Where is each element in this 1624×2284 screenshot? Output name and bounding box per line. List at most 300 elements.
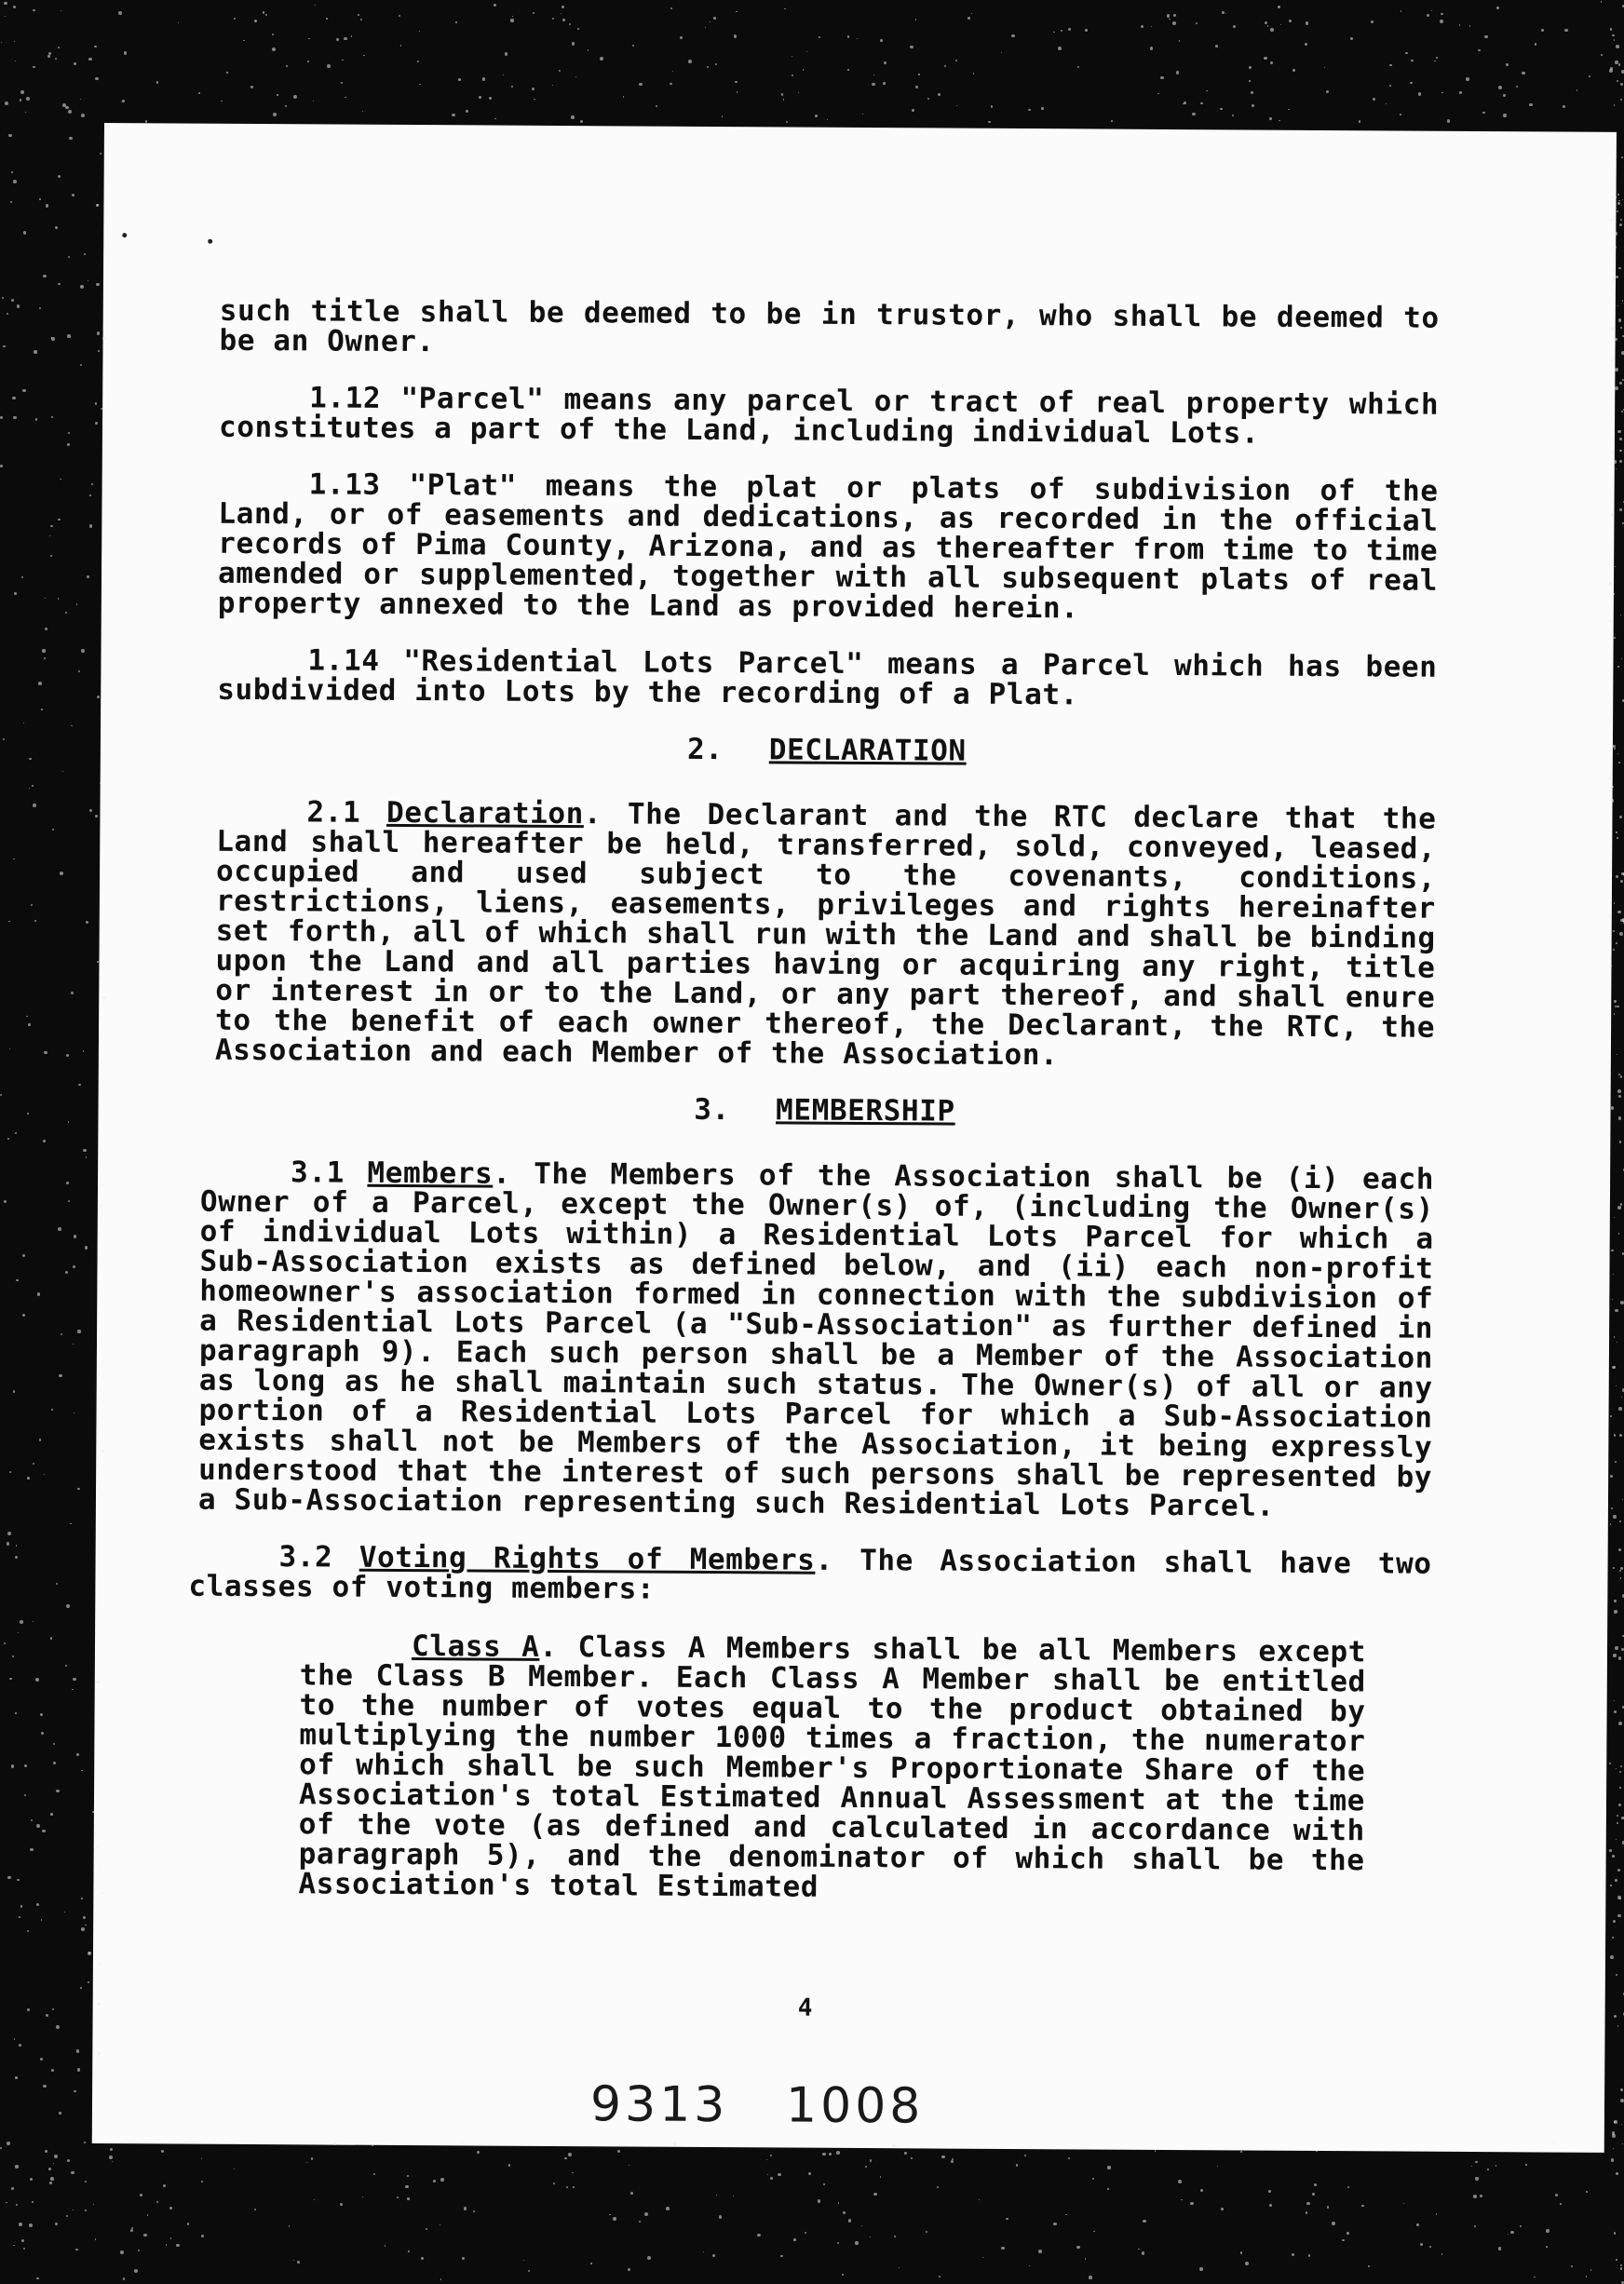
scan-speck xyxy=(198,92,200,94)
scan-speck xyxy=(1089,2276,1092,2279)
paragraph-number: 3.2 xyxy=(278,1540,332,1574)
scan-speck xyxy=(308,38,309,39)
scan-speck xyxy=(15,1556,18,1559)
scan-speck xyxy=(399,15,400,17)
scan-speck xyxy=(1617,2025,1619,2027)
scan-speck xyxy=(26,97,30,101)
scan-speck xyxy=(86,921,88,924)
scan-speck xyxy=(926,2231,927,2233)
scan-speck xyxy=(737,91,738,92)
scan-speck xyxy=(1613,2148,1614,2149)
scan-speck xyxy=(1061,30,1062,32)
scan-speck xyxy=(72,1689,74,1691)
scan-speck xyxy=(40,2058,43,2061)
scan-speck xyxy=(48,2168,51,2170)
scan-speck xyxy=(512,16,513,17)
scan-speck xyxy=(452,114,455,117)
scan-speck xyxy=(221,101,223,102)
scan-speck xyxy=(1312,2193,1314,2195)
scan-speck xyxy=(1278,6,1279,7)
scan-speck xyxy=(806,51,808,53)
scan-speck xyxy=(1617,1869,1620,1872)
scan-speck xyxy=(58,283,60,285)
scan-speck xyxy=(1620,327,1622,329)
scan-speck xyxy=(988,121,991,124)
scan-speck xyxy=(307,61,309,62)
scan-speck xyxy=(1621,411,1623,412)
scan-speck xyxy=(289,2225,290,2226)
scan-speck xyxy=(1612,284,1613,285)
scan-speck xyxy=(344,37,347,41)
scan-speck xyxy=(1436,2213,1438,2215)
scan-speck xyxy=(83,1149,86,1152)
scan-speck xyxy=(1038,2250,1042,2253)
scan-speck xyxy=(494,4,496,7)
paragraph-text: 1.13 "Plat" means the plat or plats of subdivision of the Land, or of easements and dedications, as recorded in the official records of Pima County, Arizona, and as thereafter from time to time amended or supplemented, together with all subsequent plats of real property annexed to the Land as provided herein. xyxy=(218,469,1439,626)
scan-speck xyxy=(1617,666,1618,667)
scan-speck xyxy=(600,57,603,61)
scan-speck xyxy=(1617,1089,1621,1093)
scan-speck xyxy=(1029,2265,1031,2267)
scan-speck xyxy=(286,65,288,67)
scan-speck xyxy=(89,494,90,495)
scan-speck xyxy=(400,45,402,47)
scan-speck xyxy=(94,46,97,48)
scan-speck xyxy=(53,1743,55,1745)
scan-speck xyxy=(36,1903,39,1906)
scan-speck xyxy=(455,21,457,23)
scan-speck xyxy=(1619,223,1622,226)
scan-speck xyxy=(83,1050,84,1051)
scan-speck xyxy=(17,1879,20,1882)
scan-speck xyxy=(666,2207,670,2210)
scan-speck xyxy=(1614,1000,1616,1002)
scan-speck xyxy=(23,231,27,235)
scan-speck xyxy=(1609,915,1612,918)
scan-speck xyxy=(1563,105,1565,108)
scan-speck xyxy=(46,2014,48,2017)
scan-speck xyxy=(46,204,49,208)
scan-speck xyxy=(1586,2191,1588,2193)
scan-speck xyxy=(1612,196,1614,198)
scan-speck xyxy=(81,1898,83,1899)
scan-speck xyxy=(138,2250,140,2251)
scan-speck xyxy=(93,2204,94,2205)
scan-speck xyxy=(73,1265,75,1268)
scan-speck xyxy=(532,88,535,90)
scan-speck xyxy=(572,2172,573,2173)
scan-speck xyxy=(1173,14,1176,17)
scan-speck xyxy=(1065,2214,1067,2216)
scan-speck xyxy=(95,422,98,425)
scan-speck xyxy=(87,575,89,578)
scan-speck xyxy=(163,2184,166,2187)
scan-speck xyxy=(1016,2164,1018,2166)
scan-speck xyxy=(1620,2088,1623,2091)
scan-speck xyxy=(187,2223,190,2225)
scan-speck xyxy=(41,1919,42,1920)
scan-speck xyxy=(1400,114,1401,115)
scan-speck xyxy=(54,2155,58,2158)
scan-speck xyxy=(494,118,496,120)
scan-speck xyxy=(88,1952,91,1955)
scan-speck xyxy=(293,95,297,99)
scan-speck xyxy=(67,334,71,338)
scan-speck xyxy=(74,1235,77,1238)
scan-speck xyxy=(1611,514,1614,517)
scan-speck xyxy=(51,2069,54,2072)
scan-speck xyxy=(1616,45,1619,48)
scan-speck xyxy=(862,114,863,115)
scan-speck xyxy=(342,60,343,61)
scan-speck xyxy=(1616,1974,1617,1976)
scan-speck xyxy=(703,2251,705,2253)
scan-speck xyxy=(510,19,514,22)
scan-speck xyxy=(1172,21,1176,25)
scan-speck xyxy=(952,2158,954,2160)
scan-speck xyxy=(1496,7,1498,8)
scan-speck xyxy=(1221,2208,1224,2210)
scan-speck xyxy=(712,2254,715,2257)
scan-speck xyxy=(1614,902,1615,903)
scan-speck xyxy=(1418,92,1422,96)
scan-speck xyxy=(1621,1397,1622,1398)
scan-speck xyxy=(1240,2251,1242,2253)
scan-speck xyxy=(1611,799,1614,802)
paragraph-heading: Members xyxy=(367,1156,493,1191)
scan-speck xyxy=(505,52,508,56)
scan-speck xyxy=(1555,2194,1558,2196)
paragraph-3-1 xyxy=(198,1157,1434,1522)
paragraph-number: 2.1 xyxy=(306,795,360,829)
scan-speck xyxy=(341,82,343,84)
scan-speck xyxy=(1441,2253,1442,2254)
scan-speck xyxy=(1619,1520,1621,1522)
scan-speck xyxy=(1616,1839,1617,1841)
scan-speck xyxy=(847,35,849,37)
scan-speck xyxy=(1482,112,1485,115)
scan-speck xyxy=(254,2209,256,2210)
document-body xyxy=(210,296,1440,1935)
scan-speck xyxy=(1474,2225,1476,2227)
scan-speck xyxy=(417,61,420,63)
scan-speck xyxy=(1618,1548,1622,1552)
scan-speck xyxy=(201,2181,204,2183)
scan-speck xyxy=(419,84,420,85)
scan-speck xyxy=(100,1963,102,1965)
scan-speck xyxy=(68,1200,70,1202)
scan-speck xyxy=(1609,582,1612,585)
scan-speck xyxy=(580,120,583,123)
scan-speck xyxy=(77,1488,80,1491)
scan-speck xyxy=(22,1314,25,1317)
scan-speck xyxy=(201,2158,203,2160)
scan-speck xyxy=(22,389,26,393)
scan-speck xyxy=(1617,210,1618,212)
scan-speck xyxy=(96,1681,100,1684)
scan-speck xyxy=(1620,2267,1623,2270)
scan-speck xyxy=(1616,468,1617,469)
scan-speck xyxy=(991,105,993,107)
scan-speck xyxy=(569,23,571,25)
scan-speck xyxy=(31,904,33,906)
scan-speck xyxy=(566,2186,568,2188)
scan-speck xyxy=(65,106,68,109)
scan-speck xyxy=(1612,786,1614,788)
scan-speck xyxy=(85,2181,87,2183)
scan-speck xyxy=(29,2223,33,2227)
scan-speck xyxy=(426,2228,427,2230)
scan-speck xyxy=(1011,34,1015,38)
scan-speck xyxy=(1590,2269,1591,2270)
scan-speck xyxy=(1616,875,1618,878)
scan-speck xyxy=(632,45,634,47)
scan-speck xyxy=(11,171,13,173)
scan-speck xyxy=(941,2156,944,2158)
scan-speck xyxy=(226,72,227,73)
scan-speck xyxy=(81,649,85,653)
scan-speck xyxy=(68,432,70,434)
scan-speck xyxy=(1268,2190,1271,2193)
scan-speck xyxy=(1058,47,1062,50)
scan-speck xyxy=(1151,26,1152,27)
docket-stamp-page: 1008 xyxy=(786,2078,925,2135)
scan-speck xyxy=(1610,1523,1612,1525)
scan-speck xyxy=(118,11,122,15)
scan-speck xyxy=(1613,270,1615,272)
scan-speck xyxy=(1200,2189,1204,2193)
scan-speck xyxy=(1615,1646,1618,1650)
scan-speck xyxy=(52,2008,54,2010)
scan-speck xyxy=(97,696,100,698)
scan-speck xyxy=(1167,14,1171,18)
scan-speck xyxy=(1068,28,1071,31)
scan-speck xyxy=(561,13,562,14)
scan-speck xyxy=(1308,2254,1311,2257)
scan-speck xyxy=(912,109,914,112)
scan-speck xyxy=(1614,1700,1615,1701)
scan-speck xyxy=(1508,2234,1509,2235)
scan-speck xyxy=(0,2147,2,2149)
scan-speck xyxy=(713,17,716,20)
scan-speck xyxy=(33,9,34,11)
scan-speck xyxy=(1111,120,1113,122)
scan-speck xyxy=(71,992,74,994)
scan-speck xyxy=(1615,61,1617,63)
scan-speck xyxy=(351,35,353,37)
scan-speck xyxy=(1609,965,1612,967)
scan-speck xyxy=(823,2183,825,2185)
scan-speck xyxy=(1525,2164,1526,2165)
scan-speck xyxy=(1586,2276,1587,2277)
scan-speck xyxy=(52,829,54,831)
scan-speck xyxy=(1619,508,1622,511)
scan-speck xyxy=(1612,2134,1616,2138)
scan-speck xyxy=(1420,2243,1423,2246)
scan-speck xyxy=(1371,20,1374,23)
scan-speck xyxy=(1503,114,1506,116)
scan-speck xyxy=(4,1642,6,1644)
scan-speck xyxy=(43,1140,46,1142)
scan-speck xyxy=(1617,80,1618,82)
scan-speck xyxy=(1616,1385,1617,1386)
scan-speck xyxy=(60,479,61,480)
scan-speck xyxy=(1619,1434,1622,1437)
scan-speck xyxy=(32,785,34,787)
scan-speck xyxy=(1459,24,1460,25)
scan-speck xyxy=(1614,232,1617,236)
scan-speck xyxy=(1436,57,1438,59)
scan-speck xyxy=(1316,2150,1318,2152)
scan-speck xyxy=(1620,1075,1622,1077)
scan-speck xyxy=(95,402,98,405)
scan-speck xyxy=(1107,2188,1108,2189)
scan-speck xyxy=(44,1051,47,1055)
scan-speck xyxy=(1614,246,1617,250)
scan-speck xyxy=(315,5,316,6)
scan-speck xyxy=(1546,2246,1548,2248)
scan-speck xyxy=(836,2151,840,2155)
scan-speck xyxy=(1403,2203,1404,2204)
scan-speck xyxy=(1618,267,1620,269)
scan-speck xyxy=(30,1848,33,1851)
scan-speck xyxy=(872,83,874,86)
scan-speck xyxy=(43,275,47,278)
scan-speck xyxy=(34,350,36,353)
scan-speck xyxy=(870,2159,873,2162)
scan-speck xyxy=(1617,837,1618,839)
scan-speck xyxy=(49,2182,52,2184)
scan-speck xyxy=(1621,2124,1623,2126)
scan-speck xyxy=(1617,1914,1621,1918)
scan-speck xyxy=(86,1156,87,1157)
scan-speck xyxy=(1616,1768,1617,1769)
section-number: 2. xyxy=(687,733,724,766)
scan-speck xyxy=(1614,637,1616,639)
scan-speck xyxy=(1610,67,1613,70)
paragraph-continuation xyxy=(219,296,1439,363)
scan-speck xyxy=(734,34,737,37)
scan-speck xyxy=(1289,20,1292,22)
scan-speck xyxy=(1611,1250,1613,1251)
hole-punch-mark xyxy=(208,239,212,244)
scan-speck xyxy=(1615,368,1618,372)
scan-speck xyxy=(1619,1771,1622,1774)
scan-speck xyxy=(982,2257,983,2258)
scan-speck xyxy=(511,86,513,88)
scan-speck xyxy=(62,103,66,107)
scan-speck xyxy=(1475,2177,1479,2181)
scan-speck xyxy=(440,2278,441,2279)
scan-speck xyxy=(503,74,504,75)
scan-speck xyxy=(1620,83,1623,86)
scan-speck xyxy=(81,114,85,117)
scan-speck xyxy=(571,115,574,118)
scan-speck xyxy=(609,2214,610,2215)
scan-speck xyxy=(477,2151,480,2154)
scan-speck xyxy=(944,65,947,68)
scan-speck xyxy=(50,1637,53,1640)
scan-speck xyxy=(1620,1765,1623,1768)
scan-speck xyxy=(1616,196,1617,198)
scan-speck xyxy=(13,6,16,8)
scan-speck xyxy=(1618,1722,1622,1725)
scan-speck xyxy=(1233,25,1236,28)
scan-speck xyxy=(59,2112,61,2115)
scan-speck xyxy=(250,86,253,88)
scan-speck xyxy=(62,771,63,772)
scan-speck xyxy=(1619,382,1622,385)
scan-speck xyxy=(559,70,561,72)
paragraph-body: . Class A Members shall be all Members except the Class B Member. Each Class A Member shall be entitled to the number of votes equal to the product obtained by multiplying the number 1000 times a fraction, the numerator of which shall be such Member's Proportionate Share of the Association's total Estimated Annual Assessment at the time of the vote (as defined and calculated in accordance with paragraph 5), and the denominator of which shall be the Association's total Estimated xyxy=(298,1630,1366,1904)
scan-speck xyxy=(9,1471,11,1473)
scan-speck xyxy=(670,83,672,86)
scan-speck xyxy=(112,2161,113,2162)
paragraph-text xyxy=(298,1630,1366,1905)
scan-speck xyxy=(13,180,17,183)
scan-speck xyxy=(18,1632,19,1633)
scan-speck xyxy=(792,74,793,76)
paragraph-text xyxy=(198,1157,1434,1522)
scan-speck xyxy=(96,283,100,287)
scan-speck xyxy=(51,416,53,418)
scan-speck xyxy=(1615,1879,1617,1881)
scan-speck xyxy=(822,2153,826,2156)
scan-speck xyxy=(1611,2158,1614,2161)
scan-speck xyxy=(1410,82,1413,85)
scan-speck xyxy=(1615,1461,1617,1463)
scan-speck xyxy=(1615,290,1616,291)
scan-speck xyxy=(1292,2253,1294,2256)
scan-speck xyxy=(1427,14,1429,17)
scan-speck xyxy=(1614,1336,1615,1337)
scan-speck xyxy=(1614,1217,1615,1218)
scan-speck xyxy=(848,2219,851,2222)
scan-speck xyxy=(1431,10,1432,11)
scan-speck xyxy=(42,1830,45,1832)
scan-speck xyxy=(1288,109,1290,111)
scan-speck xyxy=(27,1477,30,1480)
paragraph-heading: Declaration xyxy=(386,796,584,831)
scan-speck xyxy=(1150,47,1153,49)
scan-speck xyxy=(14,41,15,42)
scan-speck xyxy=(1498,86,1502,89)
scan-speck xyxy=(1249,66,1252,69)
scan-speck xyxy=(1359,120,1361,123)
scan-speck xyxy=(77,2068,80,2071)
scan-speck xyxy=(1053,32,1054,33)
scan-speck xyxy=(327,64,331,68)
scan-speck xyxy=(1617,202,1619,204)
scan-speck xyxy=(419,31,420,32)
scan-speck xyxy=(1615,566,1617,568)
paragraph-text: such title shall be deemed to be in trustor, who shall be deemed to be an Owner. xyxy=(219,296,1439,363)
scan-speck xyxy=(25,112,26,113)
paragraph-body: . The Declarant and the RTC declare that the Land shall hereafter be held, transferred, sold, conveyed, leased, occupied and used subject to the covenants, conditions, restrictions, liens, easements, privileges and rights hereinafter set forth, all of which shall run with the Land and shall be binding upon the Land and all parties having or acquiring any right, title or interest in or to the Land, or any part thereof, and shall enure to the benefit of each owner thereof, the Declarant, the RTC, the Association and each Member of the Association. xyxy=(215,797,1437,1072)
scan-speck xyxy=(140,2194,142,2196)
scan-speck xyxy=(55,58,57,60)
scan-speck xyxy=(458,78,461,81)
scan-speck xyxy=(1616,276,1618,278)
scan-speck xyxy=(1613,1654,1616,1656)
scan-speck xyxy=(99,1865,101,1867)
scan-speck xyxy=(1614,1600,1617,1602)
scan-speck xyxy=(1601,54,1603,56)
scan-speck xyxy=(1618,200,1620,202)
scan-speck xyxy=(98,2003,101,2006)
scan-speck xyxy=(680,36,683,39)
scan-speck xyxy=(1564,29,1568,33)
